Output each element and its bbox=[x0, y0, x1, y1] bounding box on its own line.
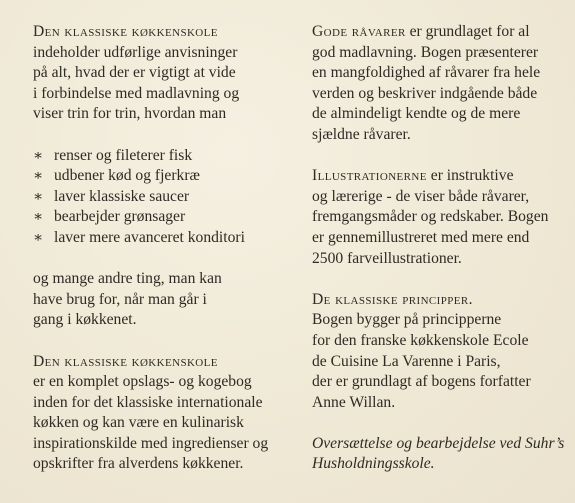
intro-line: på alt, hvad der er vigtigt at vide bbox=[33, 64, 236, 82]
asterisk-bullet-icon: ∗ bbox=[33, 209, 44, 226]
skills-list bbox=[33, 146, 295, 249]
ingredients-lead: Gode råvarer bbox=[312, 23, 406, 40]
ingredients-line: en mangfoldighed af råvarer fra hele bbox=[312, 64, 541, 82]
reference-paragraph bbox=[33, 352, 295, 476]
continuation-line: gang i køkkenet. bbox=[33, 311, 137, 329]
ingredients-line: sjældne råvarer. bbox=[312, 125, 411, 143]
reference-line: inden for det klassiske internationale bbox=[33, 393, 263, 411]
asterisk-bullet-icon: ∗ bbox=[33, 168, 44, 185]
intro-line: i forbindelse med madlavning og bbox=[33, 84, 240, 102]
asterisk-bullet-icon: ∗ bbox=[33, 147, 44, 164]
principles-line: Bogen bygger på principperne bbox=[312, 311, 502, 329]
illustrations-lead: Illustrationerne bbox=[312, 167, 427, 185]
illustrations-line: 2500 farveillustrationer. bbox=[312, 249, 462, 267]
ingredients-line: verden og beskriver indgående både bbox=[312, 84, 538, 102]
principles-line: Anne Willan. bbox=[312, 393, 396, 411]
illustrations-paragraph: Illustrationerne er instruktive og lærerige - de viser både råvarer, fremgangsmåder og redskaber. Bogen er gennemillustreret med mere end 2500 farveillustrationer. bbox=[312, 166, 574, 269]
continuation-line: og mange andre ting, man kan bbox=[33, 270, 222, 288]
ingredients-paragraph: Gode råvarer er grundlaget for al god madlavning. Bogen præsenterer en mangfoldighed af råvarer fra hele verden og beskriver indgående både de almindeligt kendte og de mere sjældne råvarer. bbox=[312, 22, 574, 146]
reference-line: opskrifter fra alverdens køkkener. bbox=[33, 455, 244, 473]
principles-lead: De klassiske principper. bbox=[312, 290, 473, 308]
ingredients-line: god madlavning. Bogen præsenterer bbox=[312, 43, 539, 61]
list-item: ∗ udbener kød og fjerkræ bbox=[33, 166, 295, 187]
list-item: ∗ laver klassiske saucer bbox=[33, 187, 295, 208]
list-item: ∗ laver mere avanceret konditori bbox=[33, 228, 295, 249]
reference-line: inspirationskilde med ingredienser og bbox=[33, 434, 269, 452]
intro-line: indeholder udførlige anvisninger bbox=[33, 43, 238, 61]
asterisk-bullet-icon: ∗ bbox=[33, 229, 44, 246]
intro-lead: Den klassiske køkkenskole bbox=[33, 23, 218, 40]
continuation-line: have brug for, når man går i bbox=[33, 290, 207, 308]
principles-line: for den franske køkkenskole Ecole bbox=[312, 331, 529, 349]
intro-paragraph bbox=[33, 22, 295, 125]
right-column bbox=[312, 22, 574, 475]
intro-line: viser trin for trin, hvordan man bbox=[33, 105, 227, 123]
reference-line: er en komplet opslags- og kogebog bbox=[33, 373, 252, 391]
list-item: ∗ renser og fileterer fisk bbox=[33, 146, 295, 167]
list-item: ∗ bearbejder grønsager bbox=[33, 207, 295, 228]
reference-lead: Den klassiske køkkenskole bbox=[33, 352, 218, 370]
credit-line: Oversættelse og bearbejdelse ved Suhr’s bbox=[312, 434, 565, 452]
principles-paragraph bbox=[312, 290, 574, 414]
credit-line: Husholdningsskole. bbox=[312, 455, 435, 473]
ingredients-line: de almindeligt kendte og de mere bbox=[312, 105, 521, 123]
illustrations-line: er gennemillustreret med mere end bbox=[312, 228, 530, 246]
translation-credit bbox=[312, 434, 574, 475]
illustrations-line: og lærerige - de viser både råvarer, bbox=[312, 187, 530, 205]
principles-line: der er grundlagt af bogens forfatter bbox=[312, 373, 531, 391]
principles-line: de Cuisine La Varenne i Paris, bbox=[312, 352, 501, 370]
reference-line: køkken og kan være en kulinarisk bbox=[33, 414, 244, 432]
continuation-paragraph bbox=[33, 269, 295, 331]
illustrations-line: fremgangsmåder og redskaber. Bogen bbox=[312, 208, 549, 226]
asterisk-bullet-icon: ∗ bbox=[33, 188, 44, 205]
left-column bbox=[33, 22, 295, 475]
